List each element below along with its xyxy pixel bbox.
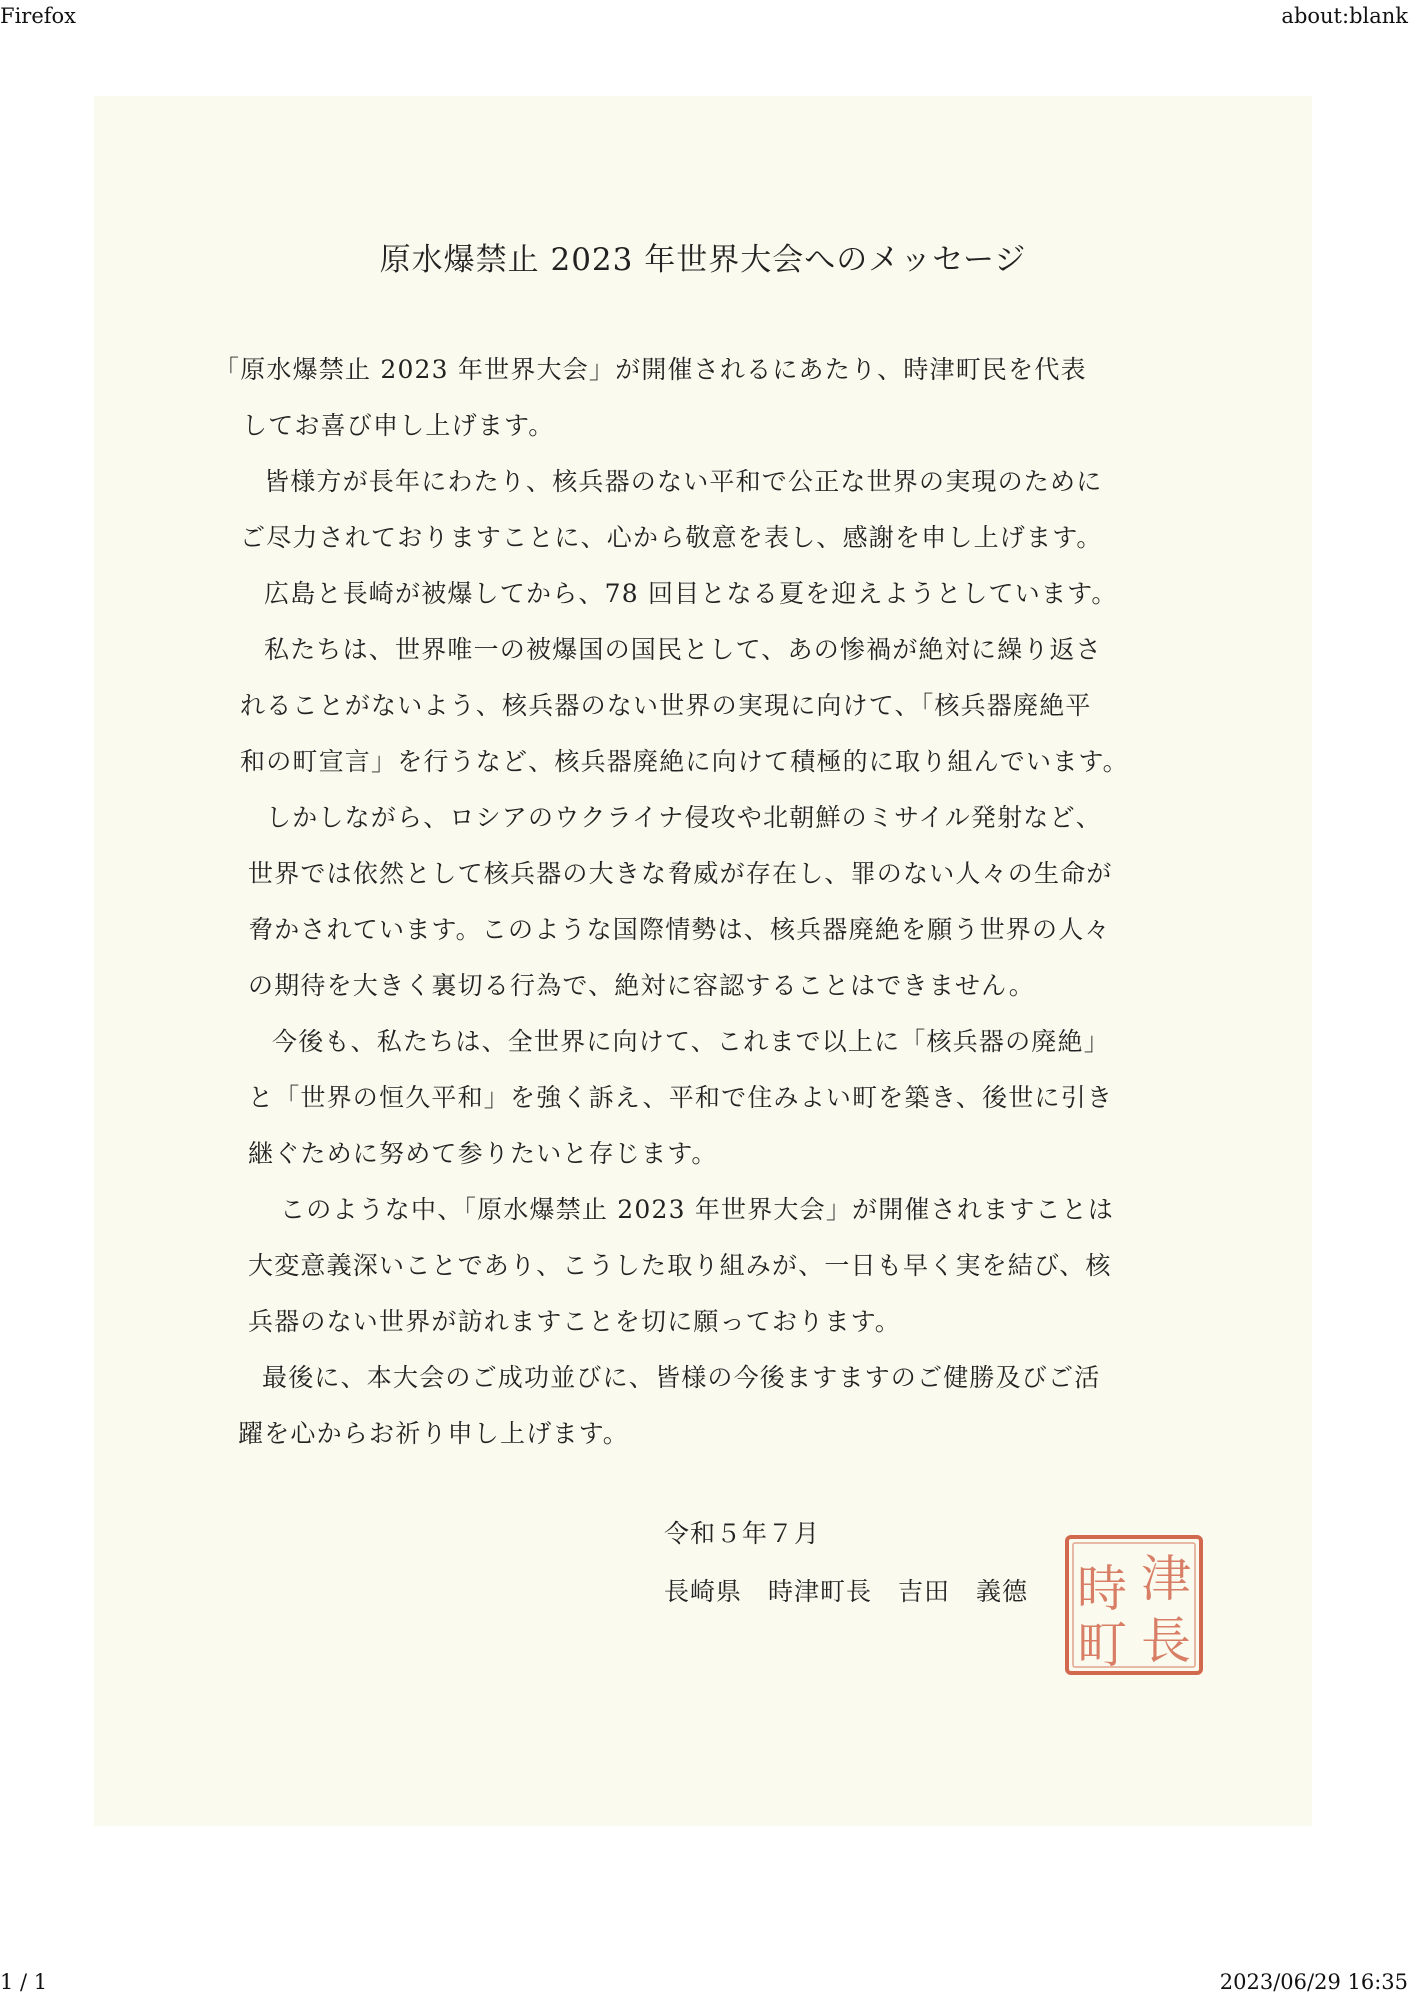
- body-line-2: してお喜び申し上げます。: [242, 411, 555, 440]
- body-line-17: 大変意義深いことであり、こうした取り組みが、一日も早く実を結び、核: [248, 1251, 1112, 1280]
- print-datetime: 2023/06/29 16:35: [1219, 1970, 1408, 1994]
- browser-app-name: Firefox: [0, 4, 77, 28]
- svg-text:時: 時: [1077, 1560, 1127, 1618]
- body-line-20: 躍を心からお祈り申し上げます。: [238, 1419, 630, 1448]
- document-date: 令和５年７月: [664, 1519, 821, 1548]
- body-line-8: 和の町宣言」を行うなど、核兵器廃絶に向けて積極的に取り組んでいます。: [240, 747, 1129, 776]
- body-line-6: 私たちは、世界唯一の被爆国の国民として、あの惨禍が絶対に繰り返さ: [264, 635, 1102, 664]
- body-line-1: 「原水爆禁止 2023 年世界大会」が開催されるにあたり、時津町民を代表: [214, 355, 1087, 384]
- document-title: 原水爆禁止 2023 年世界大会へのメッセージ: [379, 242, 1027, 278]
- body-line-7: れることがないよう、核兵器のない世界の実現に向けて、「核兵器廃絶平: [240, 691, 1092, 720]
- svg-text:津: 津: [1141, 1550, 1191, 1608]
- body-line-4: ご尽力されておりますことに、心から敬意を表し、感謝を申し上げます。: [240, 523, 1103, 552]
- body-line-3: 皆様方が長年にわたり、核兵器のない平和で公正な世界の実現のために: [264, 467, 1103, 496]
- body-line-10: 世界では依然として核兵器の大きな脅威が存在し、罪のない人々の生命が: [248, 859, 1113, 888]
- body-line-13: 今後も、私たちは、全世界に向けて、これまで以上に「核兵器の廃絶」: [272, 1027, 1110, 1056]
- scanned-letter: [94, 96, 1312, 1826]
- browser-url: about:blank: [1281, 4, 1408, 28]
- svg-text:長: 長: [1141, 1612, 1191, 1670]
- body-line-18: 兵器のない世界が訪れますことを切に願っております。: [248, 1307, 902, 1336]
- official-seal-stamp: [1064, 1534, 1204, 1676]
- body-line-16: このような中、「原水爆禁止 2023 年世界大会」が開催されますことは: [280, 1195, 1115, 1224]
- body-line-9: しかしながら、ロシアのウクライナ侵攻や北朝鮮のミサイル発射など、: [266, 803, 1102, 832]
- body-line-11: 脅かされています。このような国際情勢は、核兵器廃絶を願う世界の人々: [248, 915, 1111, 944]
- signature-line: 長崎県 時津町長 吉田 義德: [664, 1577, 1029, 1606]
- body-line-12: の期待を大きく裏切る行為で、絶対に容認することはできません。: [248, 971, 1036, 1000]
- body-line-14: と「世界の恒久平和」を強く訴え、平和で住みよい町を築き、後世に引き: [248, 1083, 1114, 1112]
- body-line-5: 広島と長崎が被爆してから、78 回目となる夏を迎えようとしています。: [264, 579, 1118, 608]
- svg-text:町: 町: [1077, 1616, 1127, 1674]
- body-line-15: 継ぐために努めて参りたいと存じます。: [248, 1139, 718, 1168]
- page-counter: 1 / 1: [0, 1970, 48, 1994]
- body-line-19: 最後に、本大会のご成功並びに、皆様の今後ますますのご健勝及びご活: [262, 1363, 1101, 1392]
